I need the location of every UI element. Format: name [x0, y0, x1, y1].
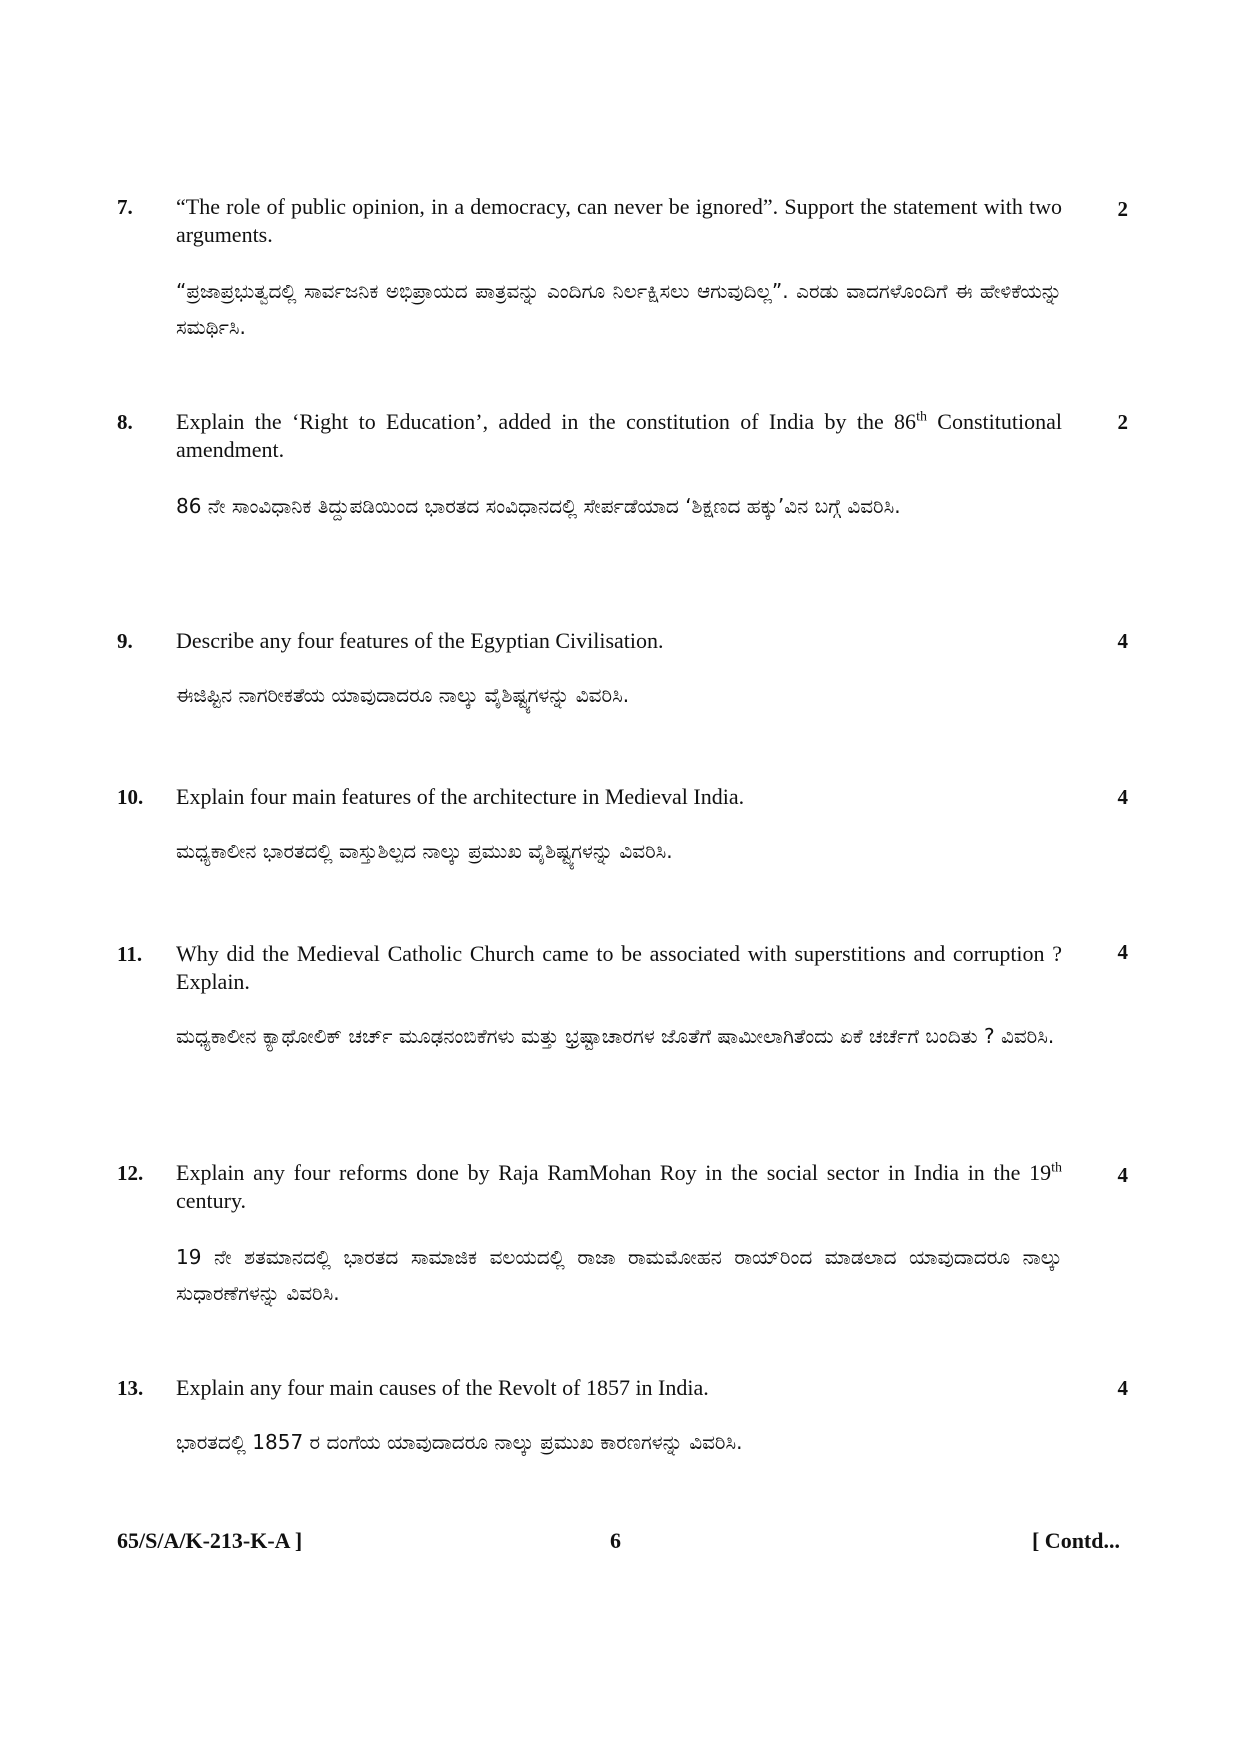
question-number: 13.	[117, 1376, 144, 1400]
question-text-part: Constitutional amendment.	[176, 409, 1062, 462]
question-number: 8.	[117, 410, 133, 434]
question-text-part: century.	[176, 1188, 247, 1213]
question-text-kannada: ಭಾರತದಲ್ಲಿ 1857 ರ ದಂಗೆಯ ಯಾವುದಾದರೂ ನಾಲ್ಕು ಪ್ರಮುಖ ಕಾರಣಗಳನ್ನು ವಿವರಿಸಿ.	[176, 1430, 743, 1454]
question-number: 11.	[117, 942, 143, 966]
question-text-kannada: 86 ನೇ ಸಾಂವಿಧಾನಿಕ ತಿದ್ದುಪಡಿಯಿಂದ ಭಾರತದ ಸಂವಿಧಾನದಲ್ಲಿ ಸೇರ್ಪಡೆಯಾದ ‘ಶಿಕ್ಷಣದ ಹಕ್ಕು’ವಿನ ಬಗ್ಗೆ ವಿವರಿಸಿ.	[176, 494, 901, 518]
question-number: 12.	[117, 1161, 144, 1185]
question-number: 7.	[117, 195, 133, 219]
question-marks: 4	[1117, 940, 1128, 964]
question-text-kannada: 19 ನೇ ಶತಮಾನದಲ್ಲಿ ಭಾರತದ ಸಾಮಾಜಿಕ ವಲಯದಲ್ಲಿ ರಾಜಾ ರಾಮಮೋಹನ ರಾಯ್‌ರಿಂದ ಮಾಡಲಾದ ಯಾವುದಾದರೂ ನಾಲ್ಕು ಸುಧಾರಣೆಗಳನ್ನು ವಿವರಿಸಿ.	[176, 1245, 1062, 1305]
question-text-english: Explain four main features of the architecture in Medieval India.	[176, 784, 745, 809]
question-marks: 4	[1117, 629, 1128, 653]
paper-code: 65/S/A/K-213-K-A ]	[117, 1528, 303, 1553]
question-text-kannada: “ಪ್ರಜಾಪ್ರಭುತ್ವದಲ್ಲಿ ಸಾರ್ವಜನಿಕ ಅಭಿಪ್ರಾಯದ ಪಾತ್ರವನ್ನು ಎಂದಿಗೂ ನಿರ್ಲಕ್ಷಿಸಲು ಆಗುವುದಿಲ್ಲ”. ಎರಡು ವಾದಗಳೊಂದಿಗೆ ಈ ಹೇಳಿಕೆಯನ್ನು ಸಮರ್ಥಿಸಿ.	[176, 279, 1062, 339]
question-number: 9.	[117, 629, 133, 653]
page-number: 6	[610, 1528, 621, 1553]
ordinal-suffix: th	[1051, 1160, 1062, 1176]
continued-marker: [ Contd...	[1031, 1528, 1120, 1553]
question-text-english	[176, 408, 1062, 464]
question-text-english: Explain any four main causes of the Revolt of 1857 in India.	[176, 1375, 709, 1400]
question-text-kannada: ಮಧ್ಯಕಾಲೀನ ಕ್ಯಾಥೋಲಿಕ್ ಚರ್ಚ್ ಮೂಢನಂಬಿಕೆಗಳು ಮತ್ತು ಭ್ರಷ್ಟಾಚಾರಗಳ ಜೊತೆಗೆ ಷಾಮೀಲಾಗಿತೆಂದು ಏಕೆ ಚರ್ಚೆಗೆ ಬಂದಿತು ? ವಿವರಿಸಿ.	[176, 1024, 1055, 1048]
ordinal-suffix: th	[916, 409, 927, 425]
question-text-english	[176, 1159, 1062, 1215]
question-marks: 2	[1117, 197, 1128, 221]
question-text-english: Describe any four features of the Egyptian Civilisation.	[176, 628, 664, 653]
question-marks: 2	[1117, 410, 1128, 434]
question-text-english: “The role of public opinion, in a democracy, can never be ignored”. Support the statement with two arguments.	[176, 194, 1062, 247]
question-text-part: Explain the ‘Right to Education’, added in the constitution of India by the 86	[176, 409, 917, 434]
question-marks: 4	[1117, 785, 1128, 809]
question-marks: 4	[1117, 1376, 1128, 1400]
question-text-english: Why did the Medieval Catholic Church came to be associated with superstitions and corruption ? Explain.	[176, 941, 1062, 994]
question-text-kannada: ಮಧ್ಯಕಾಲೀನ ಭಾರತದಲ್ಲಿ ವಾಸ್ತುಶಿಲ್ಪದ ನಾಲ್ಕು ಪ್ರಮುಖ ವೈಶಿಷ್ಟ್ಯಗಳನ್ನು ವಿವರಿಸಿ.	[176, 839, 673, 863]
question-text-part: Explain any four reforms done by Raja RamMohan Roy in the social sector in India in the 19	[176, 1160, 1052, 1185]
question-marks: 4	[1117, 1163, 1128, 1187]
question-number: 10.	[117, 785, 144, 809]
question-text-kannada: ಈಜಿಪ್ಟಿನ ನಾಗರೀಕತೆಯ ಯಾವುದಾದರೂ ನಾಲ್ಕು ವೈಶಿಷ್ಟ್ಯಗಳನ್ನು ವಿವರಿಸಿ.	[176, 683, 630, 707]
